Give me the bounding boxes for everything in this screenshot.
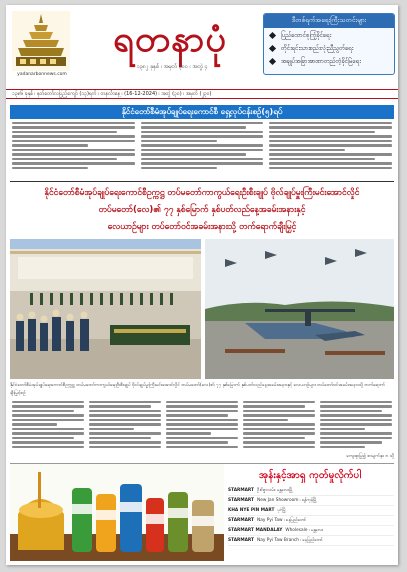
store-address: ပုဂံမြို့ — [277, 507, 287, 513]
store-line — [228, 536, 394, 546]
article-body — [12, 122, 392, 178]
ceremony-photo[interactable] — [10, 239, 201, 379]
section-divider — [10, 181, 394, 182]
photo-caption: နိုင်ငံတော်စီမံအုပ်ချုပ်ရေးကောင်စီဥက္ကဋ္ဌ တပ်မတော်ကာကွယ်ရေးဦးစီးချုပ် ဗိုလ်ချုပ်မှူးကြီးမင်းအောင်လှိုင် တပ်မတော်(လေ)၏ ၇၇ နှစ်မြောက် နှစ်ပတ်လည်နေ့အခမ်းအနားနှင့် လေယာဉ်များ တပ်တော်ဝင်အခမ်းအနားသို့ တက်ရောက်ချီးမြှင့်စဉ် — [10, 383, 385, 396]
contents-item-label: တိုင်းရင်းသားစည်းလုံးညီညွတ်ရေး — [281, 45, 354, 52]
store-name: STARMART — [228, 488, 254, 493]
text-column — [269, 122, 392, 178]
main-headline[interactable] — [10, 185, 394, 236]
text-column — [12, 401, 84, 455]
store-address: Wholesale ၊ မန္တလေး — [285, 527, 324, 533]
newspaper-nameplate: ရတနာပုံ — [113, 18, 227, 60]
store-list — [228, 486, 394, 546]
store-address: ဦးဝိဇ္ဇာလမ်း၊ မန္တလေးမြို့ — [256, 487, 293, 493]
masthead — [6, 5, 398, 87]
pagoda-emblem-icon — [12, 11, 70, 71]
store-line — [228, 496, 394, 506]
store-line — [228, 506, 394, 516]
store-line — [228, 526, 394, 536]
newspaper-page — [6, 5, 398, 565]
text-column — [320, 401, 392, 455]
contents-item-label: ပြည်ထောင်စုကြံ့ခိုင်ရေး — [281, 32, 332, 39]
contents-item[interactable] — [264, 28, 394, 41]
bullet-icon — [269, 58, 276, 65]
store-name: STARMART MANDALAY — [228, 528, 283, 533]
text-column — [166, 401, 238, 455]
store-address: Nay Pyi Taw ၊ နေပြည်တော် — [256, 517, 307, 523]
store-line — [228, 516, 394, 526]
headline-line: တပ်မတော်(လေ)၏ ၇၇ နှစ်မြောက် နှစ်ပတ်လည်နေ့အခမ်းအနားနှင့် — [98, 205, 306, 215]
text-column — [141, 122, 264, 178]
store-name: STARMART — [228, 518, 254, 523]
store-name: STARMART — [228, 498, 254, 503]
text-column — [243, 401, 315, 455]
contents-item-label: အချုပ်အခြာအာဏာတည်တံ့ခိုင်မြဲရေး — [281, 58, 361, 65]
dateline: ၁၃၈၆ ခုနှစ် ၊ နတ်တော်လပြည့်ကျော် (၁၃)ရက် ၊ တနင်္လာနေ့ ၊ (16-12-2024) ၊ အတွဲ (၃၀) ၊ အမှတ် (၂၃၀) — [6, 89, 398, 99]
article-body — [12, 401, 392, 455]
text-column — [89, 401, 161, 455]
headline-line: လေယာဉ်များ တပ်တော်ဝင်အခမ်းအနားသို့ တက်ရောက်ချီးမြှင့် — [107, 222, 297, 232]
website-url[interactable]: yadanarbonnews.com — [17, 72, 67, 77]
continued-note[interactable]: ကျေးဇူးပြု၍ စာမျက်နှာ ၈ သို့ — [346, 454, 394, 459]
headline-line: နိုင်ငံတော်စီမံအုပ်ချုပ်ရေးကောင်စီဥက္ကဋ္ဌ တပ်မတော်ကာကွယ်ရေးဦးစီးချုပ် ဗိုလ်ချုပ်မှူးကြီးမင်းအောင်လှိုင် — [44, 188, 360, 198]
article-heading[interactable]: နိုင်ငံတော်စီမံအုပ်ချုပ်ရေးကောင်စီ ရှေ့လုပ်ငန်းစဉ်(၅)ရပ် — [10, 105, 394, 119]
store-name: STARMART — [228, 538, 254, 543]
contents-heading: ဒီတစ်ရက်အရေးကြီးသတင်းများ — [264, 14, 394, 28]
advertisement[interactable] — [10, 463, 394, 561]
store-name: KHA NYE PIN MART — [228, 508, 275, 513]
bullet-icon — [269, 45, 276, 52]
store-address: New Jan Showroom ၊ ရန်ကုန်မြို့ — [256, 497, 317, 503]
aircraft-photo[interactable] — [205, 239, 394, 379]
contents-item[interactable] — [264, 54, 394, 67]
text-column — [12, 122, 135, 178]
store-line — [228, 486, 394, 496]
volume-line: ၁၃၈၂ ခုနှစ် ၊ အမှတ် ၃၀၀ ၊ အတွဲ ၄ — [136, 64, 208, 70]
bullet-icon — [269, 32, 276, 39]
store-address: Nay Pyi Taw Branch ၊ နေပြည်တော် — [256, 537, 323, 543]
contents-box — [263, 13, 395, 75]
ad-title: အုန်းနှင့်အာရှ ကုတ်မှုလိုက်ပါ — [259, 470, 361, 481]
contents-item[interactable] — [264, 41, 394, 54]
product-illustration — [10, 464, 224, 561]
